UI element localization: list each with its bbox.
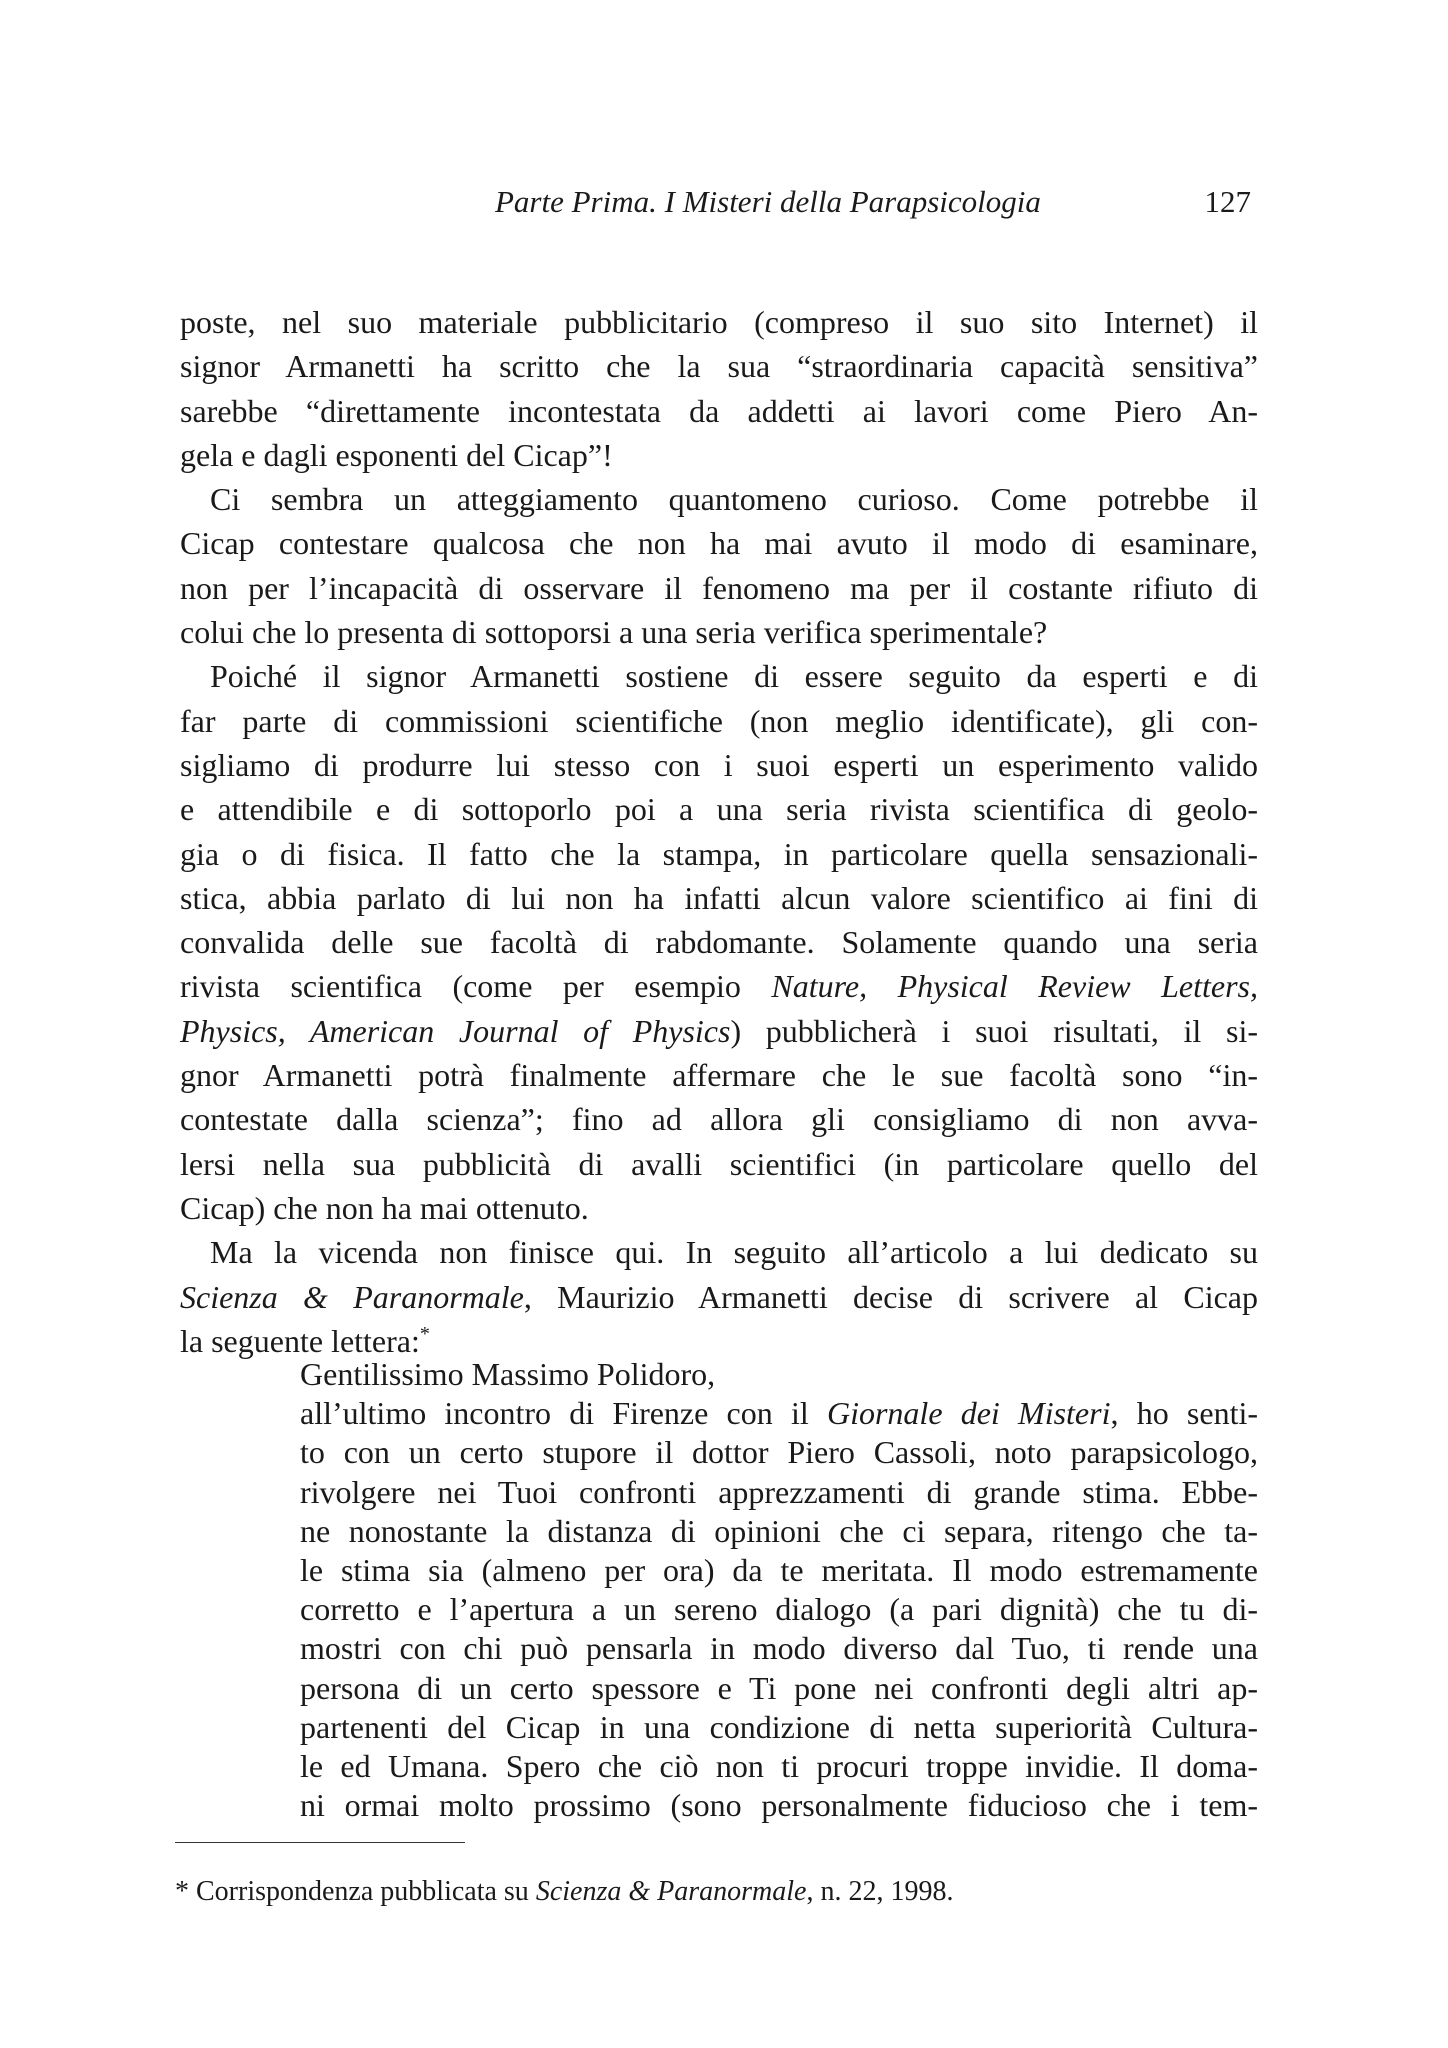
- body-line: lersi nella sua pubblicità di avalli scientifici (in particolare quello del: [180, 1145, 1258, 1182]
- letter-line: rivolgere nei Tuoi confronti apprezzamenti di grande stima. Ebbe-: [300, 1473, 1258, 1510]
- magazine-title: Scienza & Paranormale: [180, 1278, 524, 1315]
- body-line: Ma la vicenda non finisce qui. In seguito all’articolo a lui dedicato su: [210, 1234, 1258, 1271]
- footnote: [175, 1872, 1255, 1912]
- page-number: 127: [1204, 184, 1251, 219]
- journal-titles: Nature, Physical Review Letters,: [771, 968, 1259, 1005]
- footnote-asterisk: *: [175, 1876, 189, 1907]
- body-line: poste, nel suo materiale pubblicitario (compreso il suo sito Internet) il: [180, 304, 1258, 340]
- body-line: [180, 1275, 1258, 1319]
- letter-line: to con un certo stupore il dottor Piero Cassoli, noto parapsicologo,: [300, 1434, 1258, 1471]
- letter-line: le stima sia (almeno per ora) da te meritata. Il modo estremamente: [300, 1551, 1258, 1588]
- footnote-text: Corrispondenza pubblicata su: [189, 1876, 536, 1907]
- letter-line: ni ormai molto prossimo (sono personalmente fiducioso che i tem-: [300, 1787, 1258, 1824]
- letter-line-part: all’ultimo incontro di Firenze con il: [300, 1395, 827, 1432]
- body-line: sarebbe “direttamente incontestata da addetti ai lavori come Piero An-: [180, 392, 1258, 429]
- body-line: far parte di commissioni scientifiche (non meglio identificate), gli con-: [180, 702, 1258, 739]
- running-title: Parte Prima. I Misteri della Parapsicologia: [495, 184, 1041, 219]
- body-line-part: la seguente lettera:: [180, 1322, 420, 1359]
- letter-line: le ed Umana. Spero che ciò non ti procuri troppe invidie. Il doma-: [300, 1747, 1258, 1784]
- body-line: colui che lo presenta di sottoporsi a una seria verifica sperimentale?: [180, 614, 1048, 651]
- newspaper-title: Giornale dei Misteri: [826, 1395, 1111, 1432]
- body-line: e attendibile e di sottoporlo poi a una seria rivista scientifica di geolo-: [180, 791, 1258, 828]
- body-line-part: rivista scientifica (come per esempio: [180, 968, 772, 1005]
- body-line: [180, 1009, 1258, 1053]
- letter-line: persona di un certo spessore e Ti pone nei confronti degli altri ap-: [300, 1669, 1258, 1706]
- letter-salutation: Gentilissimo Massimo Polidoro,: [300, 1356, 716, 1392]
- body-line: convalida delle sue facoltà di rabdomante. Solamente quando una seria: [180, 924, 1258, 961]
- letter-line: partenenti del Cicap in una condizione di netta superiorità Cultura-: [300, 1708, 1258, 1745]
- body-line-part: ) pubblicherà i suoi risultati, il si-: [730, 1012, 1259, 1049]
- letter-line: corretto e l’apertura a un sereno dialogo (a pari dignità) che tu di-: [300, 1591, 1258, 1628]
- body-text: [180, 300, 1258, 1363]
- body-line: [180, 964, 1258, 1008]
- body-line: sigliamo di produrre lui stesso con i suoi esperti un esperimento valido: [180, 746, 1258, 783]
- body-line: gia o di fisica. Il fatto che la stampa, in particolare quella sensazionali-: [180, 835, 1258, 872]
- letter-line-part: , ho senti-: [1110, 1395, 1259, 1432]
- letter-line: [300, 1394, 1258, 1433]
- footnote-marker: *: [419, 1322, 430, 1345]
- body-line: Cicap contestare qualcosa che non ha mai avuto il modo di esaminare,: [180, 525, 1258, 562]
- body-line: Poiché il signor Armanetti sostiene di essere seguito da esperti e di: [210, 658, 1258, 695]
- footnote-text: , n. 22, 1998.: [806, 1876, 954, 1907]
- body-line: Cicap) che non ha mai ottenuto.: [180, 1189, 589, 1226]
- body-line: Ci sembra un atteggiamento quantomeno curioso. Come potrebbe il: [210, 481, 1258, 518]
- footnote-divider: [175, 1842, 465, 1843]
- letter-line: mostri con chi può pensarla in modo diverso dal Tuo, ti rende una: [300, 1630, 1258, 1667]
- body-line: non per l’incapacità di osservare il fenomeno ma per il costante rifiuto di: [180, 569, 1258, 606]
- footnote-magazine-title: Scienza & Paranormale: [535, 1876, 807, 1907]
- body-line-part: , Maurizio Armanetti decise di scrivere al Cicap: [523, 1278, 1259, 1315]
- body-line: stica, abbia parlato di lui non ha infatti alcun valore scientifico ai fini di: [180, 879, 1258, 916]
- body-line: signor Armanetti ha scritto che la sua “straordinaria capacità sensitiva”: [180, 348, 1258, 385]
- body-line: gnor Armanetti potrà finalmente affermare che le sue facoltà sono “in-: [180, 1057, 1258, 1094]
- running-header: [175, 180, 1255, 228]
- body-line: gela e dagli esponenti del Cicap”!: [180, 436, 613, 473]
- letter-line: ne nonostante la distanza di opinioni che ci separa, ritengo che ta-: [300, 1512, 1258, 1549]
- body-line: contestate dalla scienza”; fino ad allora gli consigliamo di non avva-: [180, 1101, 1258, 1138]
- quoted-letter: [300, 1355, 1258, 1825]
- journal-titles: Physics, American Journal of Physics: [180, 1012, 731, 1049]
